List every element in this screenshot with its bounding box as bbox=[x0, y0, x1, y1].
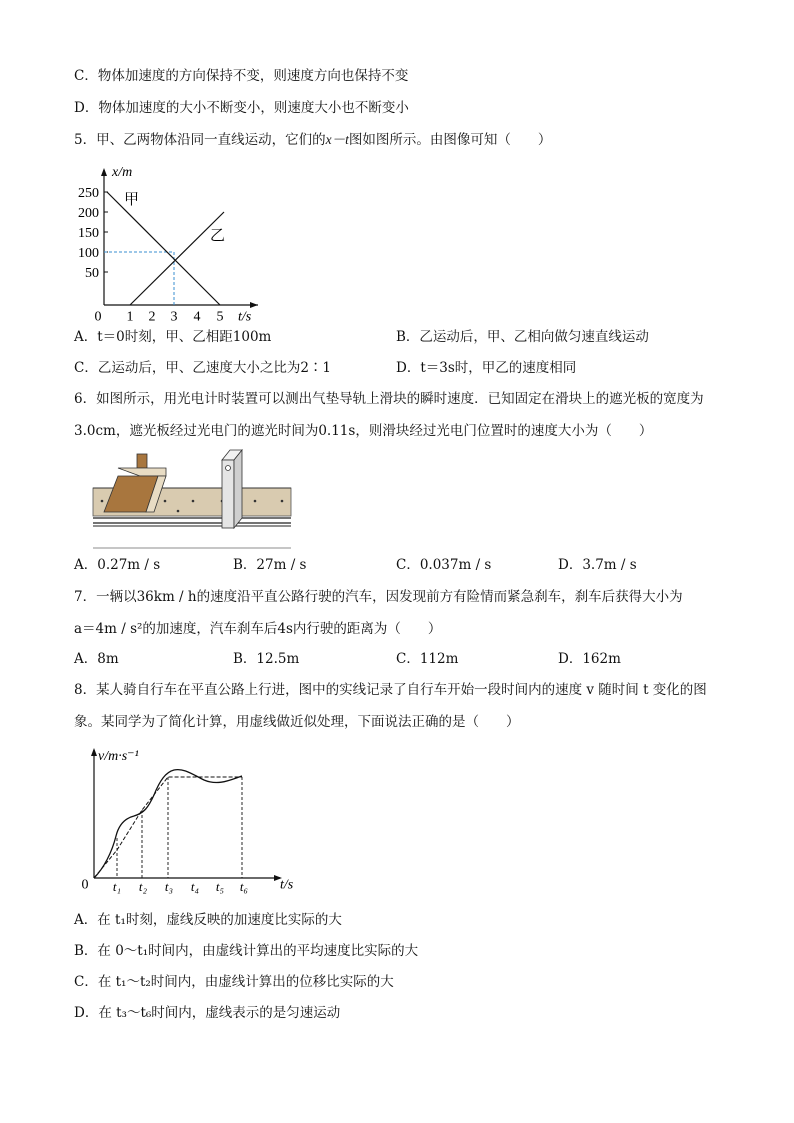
xt-line-yi bbox=[130, 212, 224, 305]
q5-option-b: B．乙运动后，甲、乙相向做匀速直线运动 bbox=[396, 329, 649, 345]
vt-x-tick-t3: t₃ bbox=[164, 879, 174, 894]
xt-graph bbox=[70, 162, 290, 325]
q6-stem-line1: 6．如图所示，用光电计时装置可以测出气垫导轨上滑块的瞬时速度．已知固定在滑块上的遮光板的宽度为 bbox=[74, 391, 704, 407]
q6-option-c: C．0.037m / s bbox=[396, 557, 492, 573]
q6-option-a: A．0.27m / s bbox=[74, 557, 161, 573]
q8-option-d: D．在 t₃～t₆时间内，虚线表示的是匀速运动 bbox=[74, 1005, 341, 1021]
xt-line-jia bbox=[107, 192, 220, 305]
vt-y-axis-label: v/m·s⁻¹ bbox=[98, 749, 139, 764]
q6-option-d: D．3.7m / s bbox=[558, 557, 637, 573]
q5-option-d: D．t＝3s时，甲乙的速度相同 bbox=[396, 360, 577, 376]
q5-stem-suffix: 图如图所示。由图像可知（ ） bbox=[348, 132, 552, 148]
q5-stem-math: x－t bbox=[325, 132, 349, 147]
xt-y-tick-100: 100 bbox=[78, 246, 99, 261]
xt-y-tick-250: 250 bbox=[78, 186, 99, 201]
vt-x-tick-t5: t₅ bbox=[215, 879, 225, 894]
q7-option-b: B．12.5m bbox=[233, 651, 300, 667]
xt-x-tick-4: 4 bbox=[193, 309, 201, 325]
air-track-figure bbox=[90, 446, 295, 554]
q5-stem-prefix: 5．甲、乙两物体沿同一直线运动，它们的 bbox=[74, 132, 326, 148]
xt-y-tick-200: 200 bbox=[78, 206, 99, 221]
xt-origin-label: 0 bbox=[94, 309, 102, 325]
q5-option-c: C．乙运动后，甲、乙速度大小之比为2∶1 bbox=[74, 360, 332, 376]
vt-x-tick-t6: t₆ bbox=[239, 879, 249, 894]
vt-x-axis-label: t/s bbox=[280, 877, 294, 893]
vt-x-tick-t4: t₄ bbox=[190, 879, 200, 894]
xt-label-yi: 乙 bbox=[210, 228, 226, 244]
vt-y-arrow bbox=[91, 748, 97, 756]
xt-x-arrow bbox=[250, 302, 258, 308]
q8-stem-line1: 8．某人骑自行车在平直公路上行进，图中的实线记录了自行车开始一段时间内的速度 v 随时间 t 变化的图 bbox=[74, 682, 707, 698]
vt-x-tick-t2: t₂ bbox=[138, 879, 148, 894]
q7-option-c: C．112m bbox=[396, 651, 459, 667]
vt-graph bbox=[74, 740, 304, 900]
xt-x-axis-label: t/s bbox=[238, 309, 252, 325]
q4-option-d: D．物体加速度的大小不断变小，则速度大小也不断变小 bbox=[74, 100, 409, 116]
photogate-sensor bbox=[226, 466, 231, 471]
xt-x-tick-2: 2 bbox=[148, 309, 156, 325]
photogate-side bbox=[234, 450, 242, 528]
vt-origin-label: 0 bbox=[81, 877, 89, 893]
q6-stem-line2: 3.0cm，遮光板经过光电门的遮光时间为0.11s，则滑块经过光电门位置时的速度大小为（ ） bbox=[74, 423, 653, 439]
q6-option-b: B．27m / s bbox=[233, 557, 307, 573]
q8-option-c: C．在 t₁～t₂时间内，由虚线计算出的位移比实际的大 bbox=[74, 974, 394, 990]
xt-y-axis-label: x/m bbox=[112, 165, 133, 180]
q7-option-a: A．8m bbox=[74, 651, 119, 667]
xt-x-tick-3: 3 bbox=[170, 309, 178, 325]
xt-label-jia: 甲 bbox=[124, 192, 140, 208]
shading-plate bbox=[137, 454, 147, 468]
q8-stem-line2: 象。某同学为了简化计算，用虚线做近似处理，下面说法正确的是（ ） bbox=[74, 714, 520, 730]
xt-y-tick-150: 150 bbox=[78, 226, 99, 241]
q7-stem-line1: 7．一辆以36km / h的速度沿平直公路行驶的汽车，因发现前方有险情而紧急刹车，刹车后获得大小为 bbox=[74, 589, 683, 605]
q5-option-a: A．t＝0时刻，甲、乙相距100m bbox=[74, 329, 272, 345]
q8-option-b: B．在 0～t₁时间内，由虚线计算出的平均速度比实际的大 bbox=[74, 943, 419, 959]
xt-y-arrow bbox=[101, 168, 107, 176]
q8-option-a: A．在 t₁时刻，虚线反映的加速度比实际的大 bbox=[74, 912, 342, 928]
xt-x-tick-1: 1 bbox=[126, 309, 134, 325]
q7-option-d: D．162m bbox=[558, 651, 621, 667]
xt-x-tick-5: 5 bbox=[216, 309, 224, 325]
q7-stem-line2: a＝4m / s²的加速度，汽车刹车后4s内行驶的距离为（ ） bbox=[74, 621, 442, 637]
slider-top bbox=[118, 468, 166, 476]
q4-option-c: C．物体加速度的方向保持不变，则速度方向也保持不变 bbox=[74, 68, 409, 84]
q5-stem bbox=[74, 130, 551, 150]
vt-x-tick-t1: t₁ bbox=[112, 879, 122, 894]
xt-y-tick-50: 50 bbox=[85, 266, 99, 281]
